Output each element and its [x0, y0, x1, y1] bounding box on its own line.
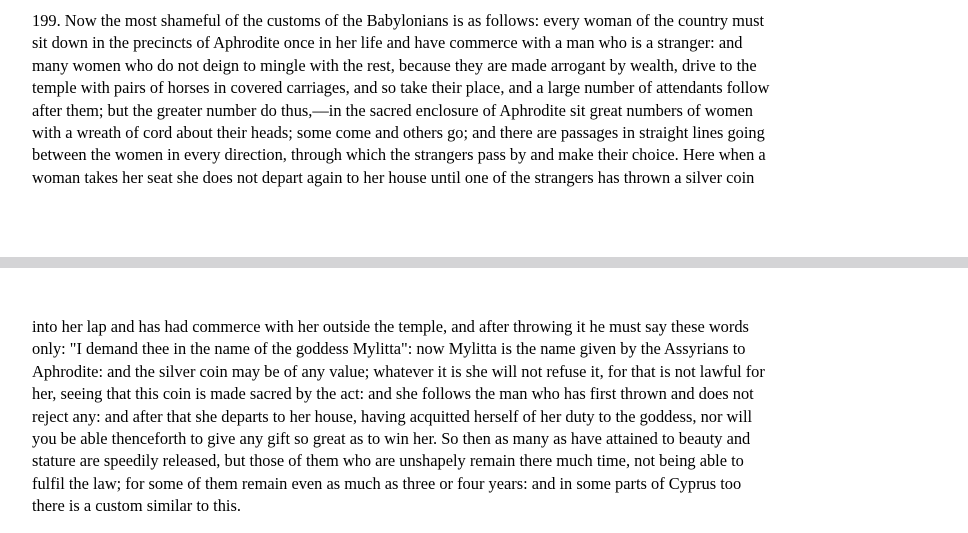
paragraph-199-part-1	[32, 10, 938, 189]
text-line: there is a custom similar to this.	[32, 496, 241, 516]
text-line: temple with pairs of horses in covered carriages, and so take their place, and a large number of attendants follow	[32, 78, 770, 98]
text-line: after them; but the greater number do thus,—in the sacred enclosure of Aphrodite sit great numbers of women	[32, 100, 753, 120]
text-line: Aphrodite: and the silver coin may be of any value; whatever it is she will not refuse it, for that is not lawful for	[32, 361, 765, 381]
text-line: fulfil the law; for some of them remain even as much as three or four years: and in some parts of Cyprus too	[32, 473, 742, 493]
text-line: her, seeing that this coin is made sacred by the act: and she follows the man who has first thrown and does not	[32, 384, 754, 404]
text-line: with a wreath of cord about their heads; some come and others go; and there are passages in straight lines going	[32, 123, 765, 143]
text-line: into her lap and has had commerce with her outside the temple, and after throwing it he must say these words	[32, 317, 749, 336]
text-line: woman takes her seat she does not depart again to her house until one of the strangers has thrown a silver coin	[32, 167, 755, 187]
document-page-2	[0, 268, 968, 533]
document-page-1	[0, 0, 968, 257]
text-line: reject any: and after that she departs to her house, having acquitted herself of her duty to the goddess, nor will	[32, 406, 753, 426]
text-line: between the women in every direction, through which the strangers pass by and make their choice. Here when a	[32, 145, 766, 165]
page-separator	[0, 257, 968, 268]
text-line: you be able thenceforth to give any gift so great as to win her. So then as many as have attained to beauty and	[32, 429, 751, 449]
text-line: many women who do not deign to mingle with the rest, because they are made arrogant by wealth, drive to the	[32, 55, 757, 75]
text-line: stature are speedily released, but those of them who are unshapely remain there much time, not being able to	[32, 451, 744, 471]
text-line: only: "I demand thee in the name of the goddess Mylitta": now Mylitta is the name given by the Assyrians to	[32, 339, 746, 359]
text-line: 199. Now the most shameful of the customs of the Babylonians is as follows: every woman of the country must	[32, 11, 765, 30]
paragraph-199-part-2	[32, 316, 938, 518]
text-line: sit down in the precincts of Aphrodite once in her life and have commerce with a man who is a stranger: and	[32, 33, 743, 53]
